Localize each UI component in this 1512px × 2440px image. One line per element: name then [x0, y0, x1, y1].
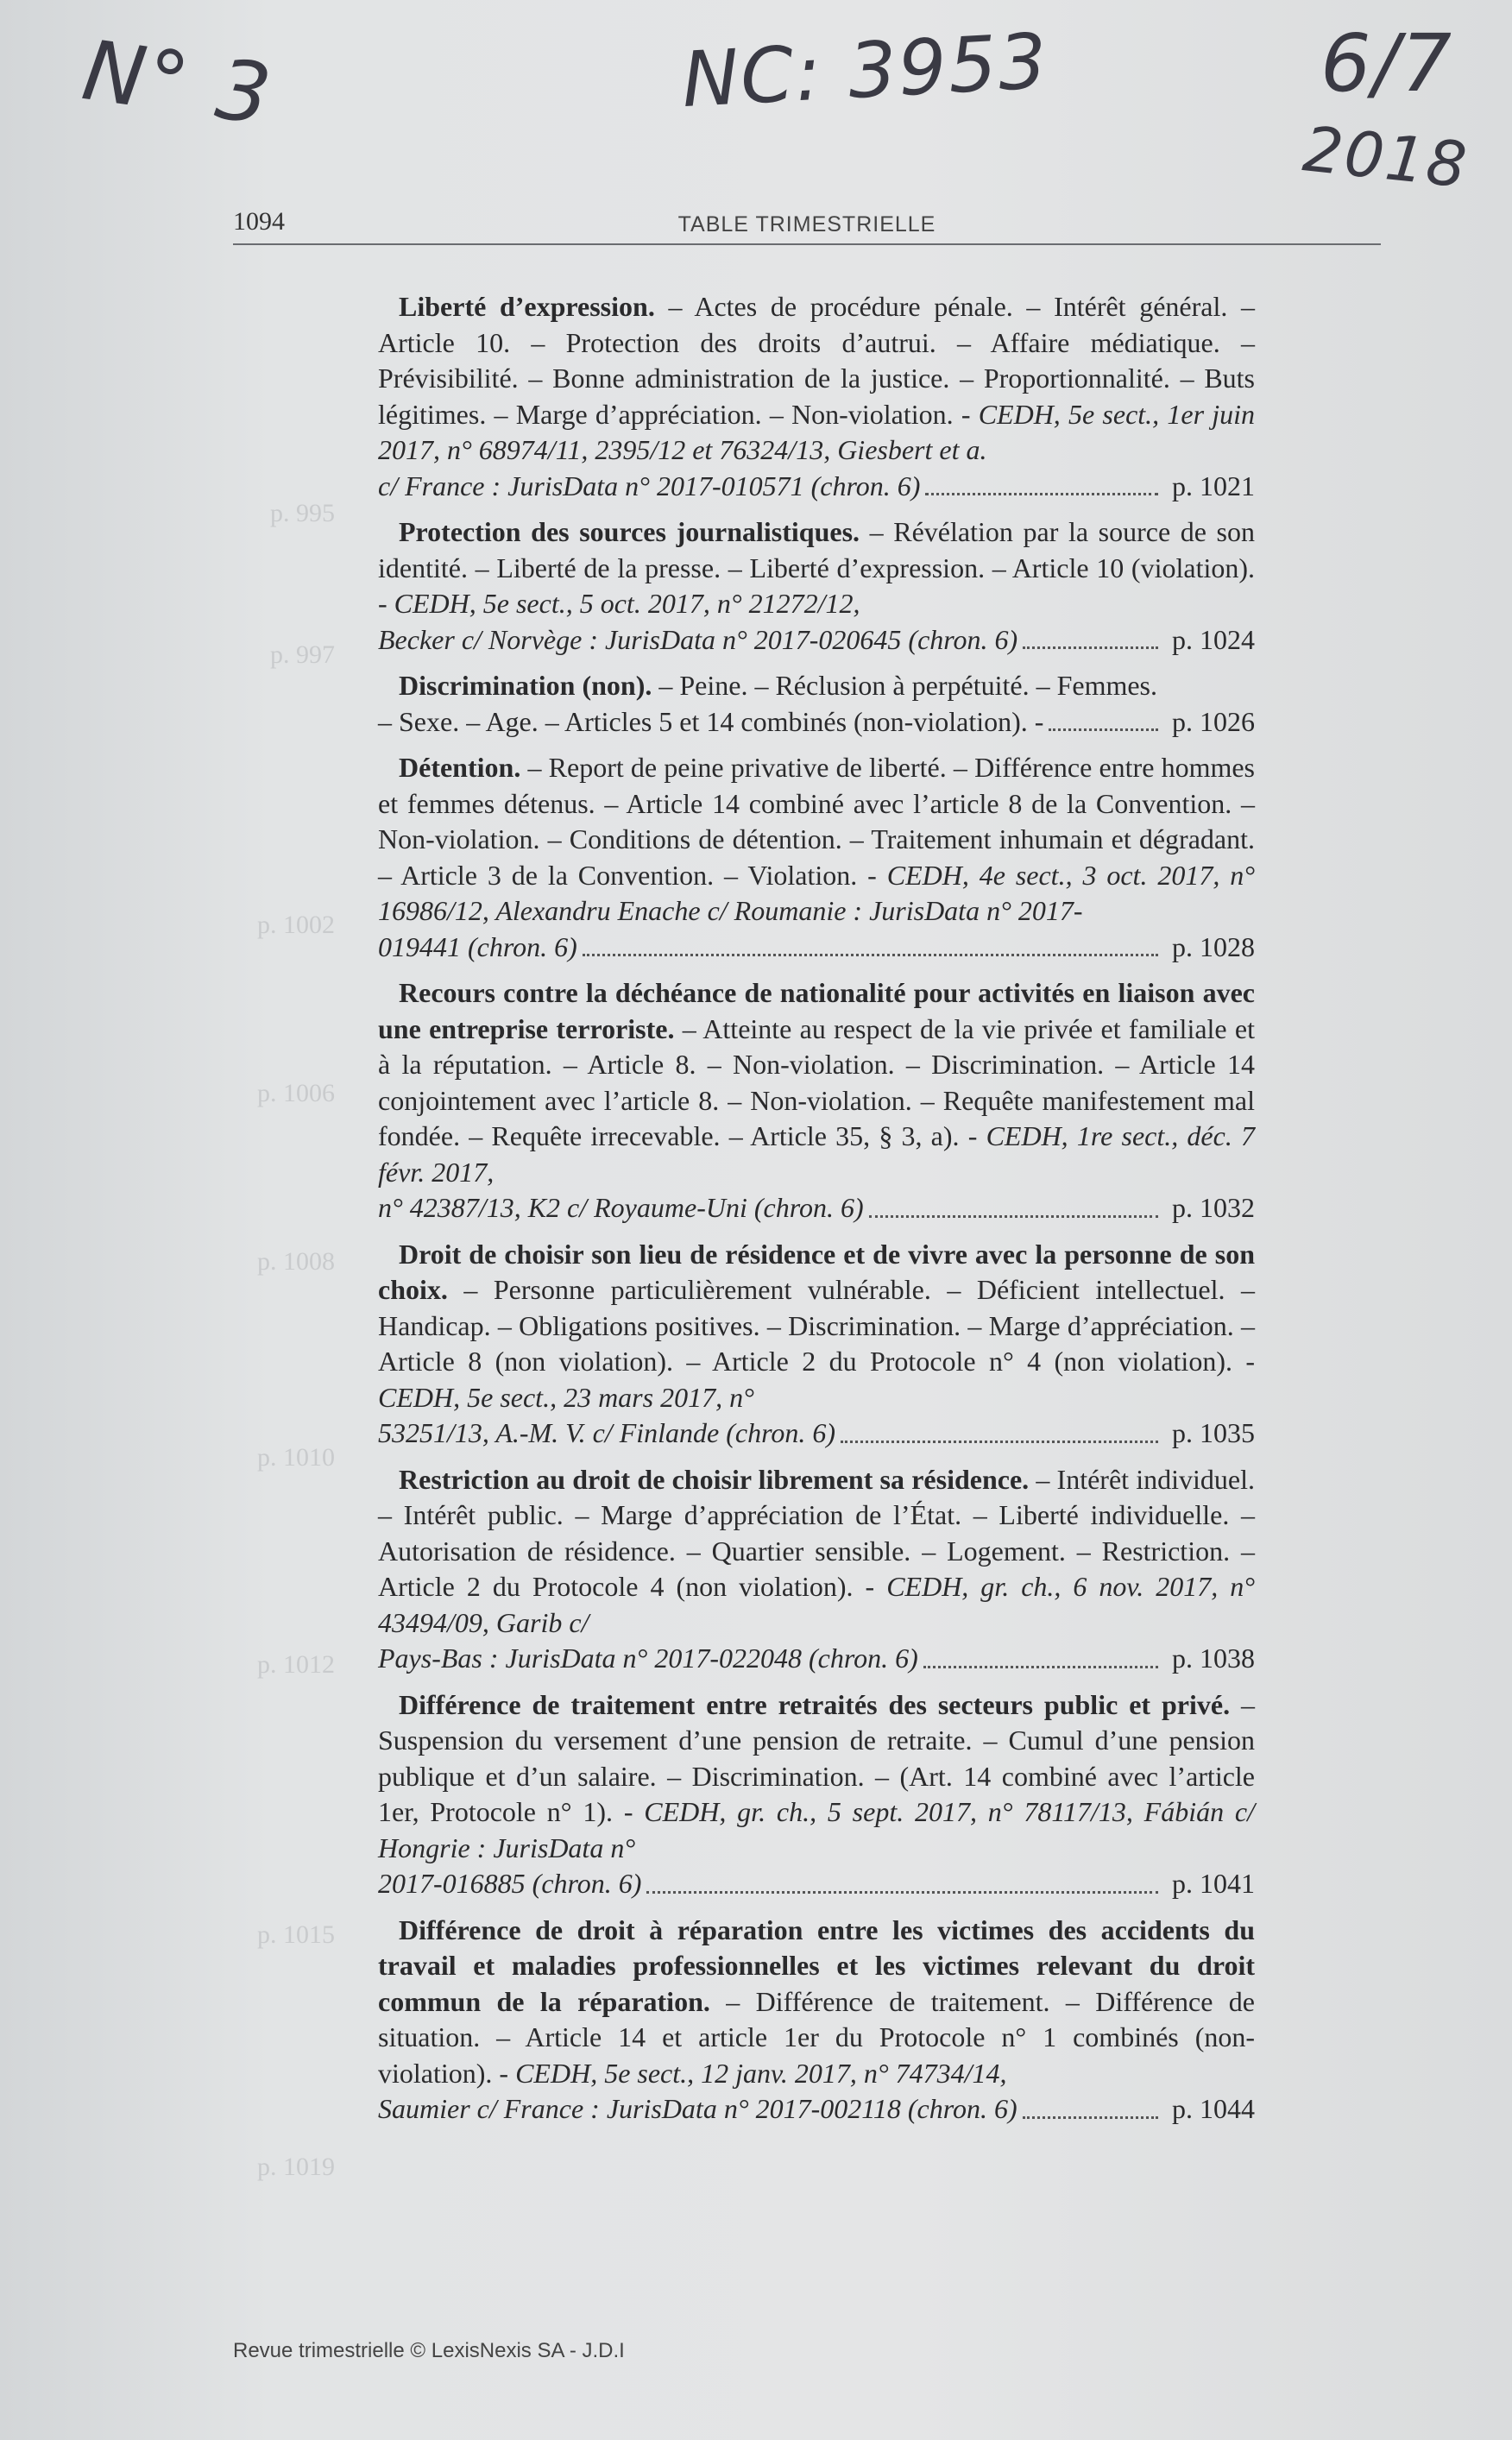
handwritten-number: N° 3 — [77, 22, 279, 144]
entry-heading: Détention. — [399, 752, 521, 783]
leader-dots — [646, 1890, 1158, 1894]
entry-keywords: – Différence de traitement. – Différence de situation. – Article 14 et article 1er du Protocole n° 1 combinés (non-violation). - — [378, 1985, 1256, 2089]
entry-citation-end: Saumier c/ France : JurisData n° 2017-002118 (chron. 6) — [378, 2093, 1017, 2124]
table-entry — [378, 975, 1255, 1226]
entry-page-ref: p. 1026 — [1172, 705, 1255, 737]
entry-citation: CEDH, gr. ch., 5 sept. 2017, n° 78117/13, Fábián c/ Hongrie : JurisData n° — [378, 1796, 1256, 1863]
entry-page-ref: p. 1044 — [1172, 2093, 1255, 2124]
entry-citation-end: n° 42387/13, K2 c/ Royaume-Uni (chron. 6) — [378, 1192, 864, 1223]
bleed-through-text: p. 997 — [270, 640, 335, 669]
leader-dots — [1049, 728, 1158, 731]
entry-citation-end: Pays-Bas : JurisData n° 2017-022048 (chron. 6) — [378, 1642, 918, 1674]
entry-keywords: – Actes de procédure pénale. – Intérêt général. – Article 10. – Protection des droits d’autrui. – Affaire médiatique. – Prévisibilité. – Bonne administration de la justice. – Proportionnalité. – Buts légitimes. – Marge d’appréciation. – Non-violation. - — [378, 291, 1256, 430]
entry-citation: CEDH, 5e sect., 5 oct. 2017, n° 21272/12, — [394, 588, 860, 619]
entry-citation: CEDH, 5e sect., 1er juin 2017, n° 68974/11, 2395/12 et 76324/13, Giesbert et a. — [378, 398, 1256, 465]
entry-page-ref: p. 1032 — [1172, 1192, 1255, 1223]
bleed-through-text: p. 1019 — [257, 2153, 335, 2181]
table-entry — [378, 514, 1255, 658]
bleed-through-text: p. 1006 — [257, 1079, 335, 1107]
page-header — [233, 205, 1381, 245]
entry-heading: Différence de traitement entre retraités des secteurs public et privé. — [399, 1688, 1231, 1720]
entry-citation-end: 019441 (chron. 6) — [378, 930, 577, 962]
handwritten-issue: 6/7 — [1320, 17, 1454, 110]
entry-citation-end: Becker c/ Norvège : JurisData n° 2017-020645 (chron. 6) — [378, 623, 1018, 655]
entry-heading: Différence de droit à réparation entre les victimes des accidents du travail et maladies professionnelles et les victimes relevant du droit commun de la réparation. — [378, 1914, 1255, 2017]
table-entry — [378, 1913, 1255, 2128]
table-entry — [378, 289, 1255, 504]
entry-citation: CEDH, gr. ch., 6 nov. 2017, n° 43494/09, Garib c/ — [378, 1571, 1256, 1638]
entry-keywords: – Révélation par la source de son identité. – Liberté de la presse. – Liberté d’expression. – Article 10 (violation). - — [378, 516, 1256, 619]
running-title: TABLE TRIMESTRIELLE — [677, 212, 936, 236]
bleed-through-text: p. 1015 — [257, 1920, 335, 1949]
leader-dots — [583, 953, 1158, 956]
table-entry — [378, 668, 1255, 740]
entry-citation: CEDH, 1re sect., déc. 7 févr. 2017, — [378, 1120, 1256, 1188]
entry-citation: CEDH, 5e sect., 23 mars 2017, n° — [378, 1381, 754, 1413]
entry-heading: Protection des sources journalistiques. — [399, 516, 860, 547]
bleed-through-text: p. 1010 — [257, 1443, 335, 1472]
table-entry — [378, 1687, 1255, 1902]
bleed-through-text: p. 1002 — [257, 911, 335, 939]
entry-citation: CEDH, 4e sect., 3 oct. 2017, n° 16986/12, Alexandru Enache c/ Roumanie : JurisData n° 2017- — [378, 859, 1256, 926]
entry-heading: Liberté d’expression. — [399, 291, 655, 322]
entry-citation-end: 53251/13, A.-M. V. c/ Finlande (chron. 6) — [378, 1417, 835, 1448]
bleed-through-text: p. 1008 — [257, 1247, 335, 1276]
page-number: 1094 — [233, 207, 285, 236]
table-entries — [378, 289, 1255, 2138]
table-entry — [378, 1237, 1255, 1452]
entry-page-ref: p. 1024 — [1172, 623, 1255, 655]
entry-keywords: – Suspension du versement d’une pension de retraite. – Cumul d’une pension publique et d’un salaire. – Discrimination. – (Art. 14 combiné avec l’article 1er, Protocole n° 1). - — [378, 1688, 1256, 1827]
handwritten-reference: NC: 3953 — [679, 16, 1051, 125]
entry-page-ref: p. 1038 — [1172, 1642, 1255, 1674]
entry-keywords: – Intérêt individuel. – Intérêt public. – Marge d’appréciation de l’État. – Liberté individuelle. – Autorisation de résidence. – Quartier sensible. – Logement. – Restriction. – Article 2 du Protocole 4 (non violation). - — [378, 1463, 1256, 1602]
entry-heading: Restriction au droit de choisir librement sa résidence. — [399, 1463, 1030, 1495]
leader-dots — [925, 492, 1158, 495]
entry-page-ref: p. 1021 — [1172, 470, 1255, 501]
entry-page-ref: p. 1035 — [1172, 1417, 1255, 1448]
entry-keywords: – Personne particulièrement vulnérable. – Déficient intellectuel. – Handicap. – Obligations positives. – Discrimination. – Marge d’appréciation. – Article 8 (non violation). – Article 2 du Protocole n° 4 (non violation). - — [378, 1274, 1255, 1377]
leader-dots — [869, 1214, 1158, 1218]
table-entry — [378, 750, 1255, 965]
entry-citation: CEDH, 5e sect., 12 janv. 2017, n° 74734/14, — [515, 2057, 1007, 2089]
entry-citation-end: 2017-016885 (chron. 6) — [378, 1868, 642, 1899]
bleed-through-text: p. 995 — [270, 499, 335, 527]
entry-page-ref: p. 1041 — [1172, 1868, 1255, 1899]
entry-heading: Droit de choisir son lieu de résidence et de vivre avec la personne de son choix. — [378, 1238, 1255, 1305]
handwritten-year: 2018 — [1300, 112, 1472, 202]
entry-citation-end: c/ France : JurisData n° 2017-010571 (chron. 6) — [378, 470, 921, 501]
entry-heading: Discrimination (non). — [399, 670, 652, 701]
bleed-through-text: p. 1012 — [257, 1650, 335, 1679]
page-footer: Revue trimestrielle © LexisNexis SA - J.D.I — [233, 2339, 625, 2362]
entry-heading: Recours contre la déchéance de nationalité pour activités en liaison avec une entreprise terroriste. — [378, 977, 1255, 1044]
entry-keywords-end: – Sexe. – Age. – Articles 5 et 14 combinés (non-violation). - — [378, 705, 1044, 737]
entry-keywords: – Atteinte au respect de la vie privée et familiale et à la réputation. – Article 8. – Non-violation. – Discrimination. – Article 14 conjointement avec l’article 8. – Non-violation. – Requête manifestement mal fondée. – Requête irrecevable. – Article 35, § 3, a). - — [378, 1012, 1256, 1151]
leader-dots — [1023, 2115, 1158, 2119]
leader-dots — [841, 1440, 1158, 1443]
leader-dots — [1023, 646, 1158, 649]
entry-keywords: – Peine. – Réclusion à perpétuité. – Femmes. — [652, 670, 1157, 701]
table-entry — [378, 1462, 1255, 1677]
entry-keywords: – Report de peine privative de liberté. – Différence entre hommes et femmes détenus. – Article 14 combiné avec l’article 8 de la Convention. – Non-violation. – Conditions de détention. – Traitement inhumain et dégradant. – Article 3 de la Convention. – Violation. - — [378, 752, 1255, 891]
leader-dots — [923, 1665, 1158, 1668]
entry-page-ref: p. 1028 — [1172, 930, 1255, 962]
